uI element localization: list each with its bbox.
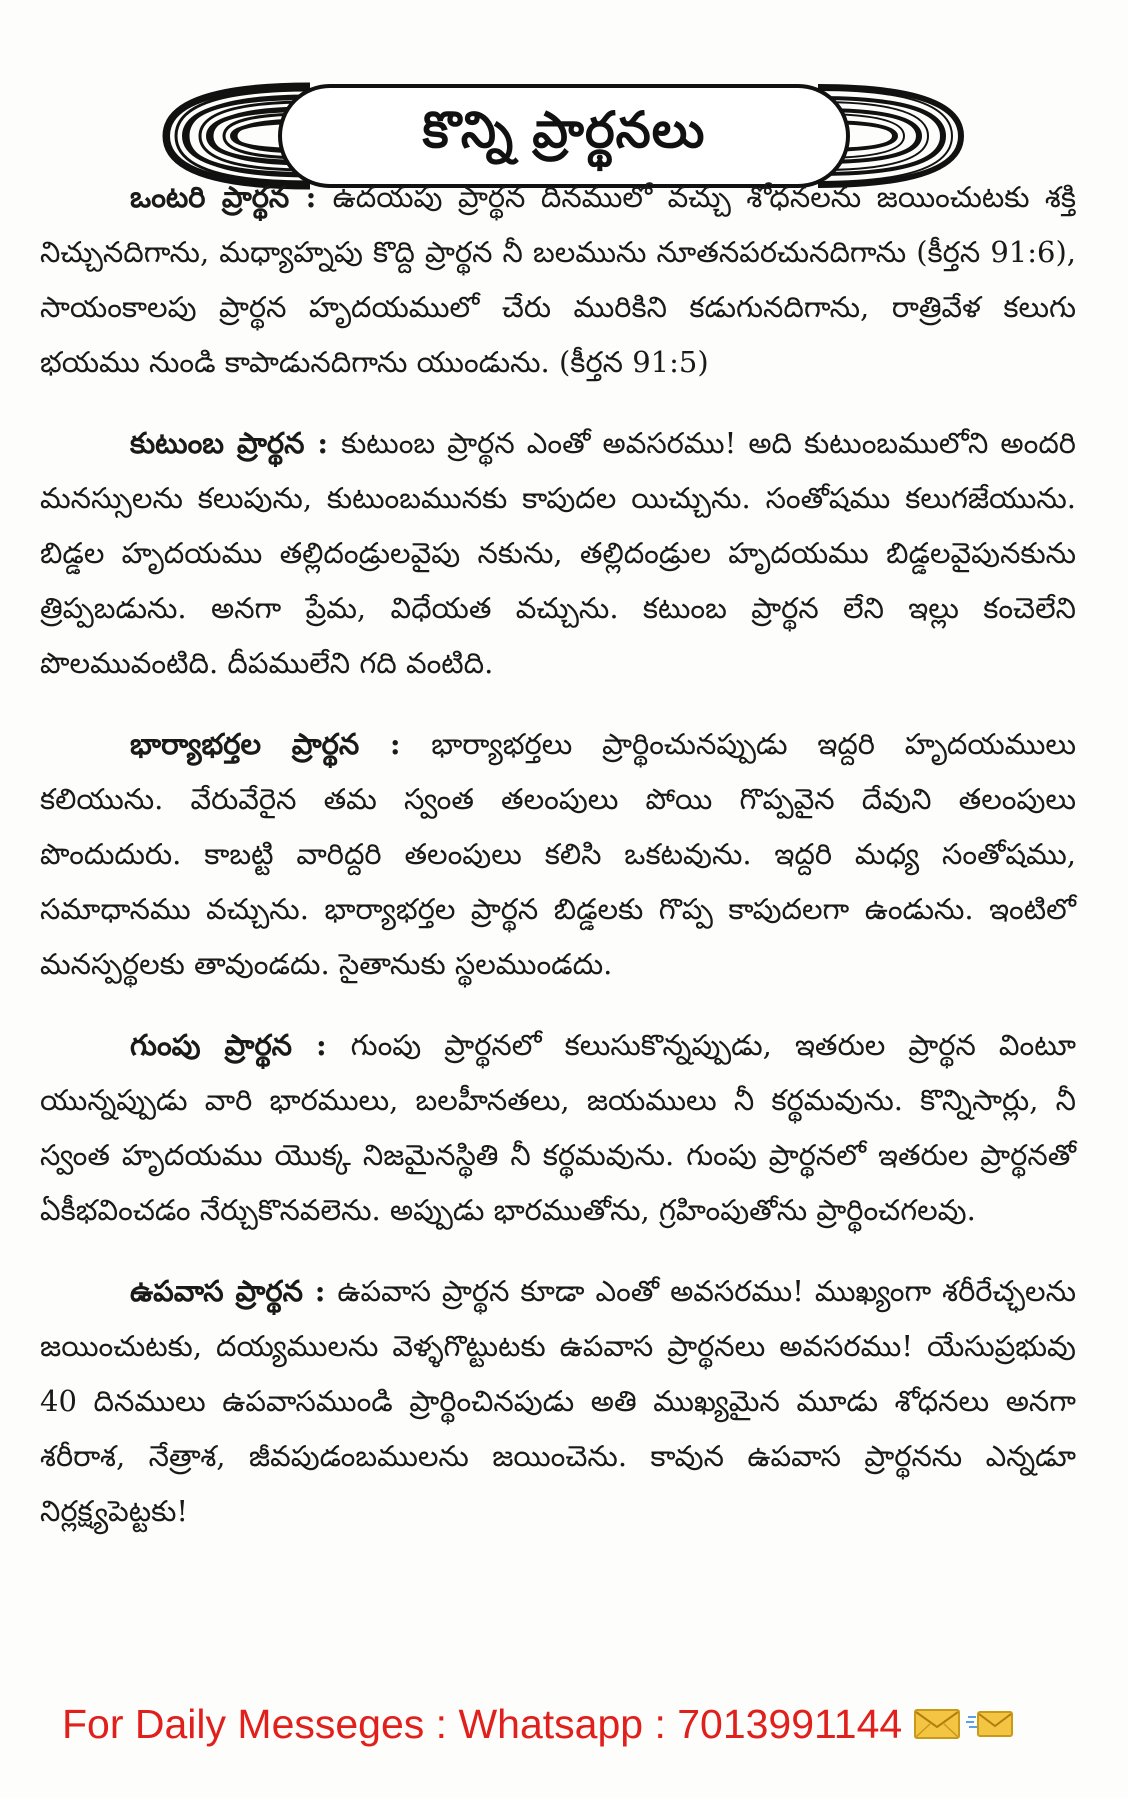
paragraph-text: భార్యాభర్తలు ప్రార్థించునప్పుడు ఇద్దరి హృదయములు కలియును. వేరువేరైన తమ స్వంత తలంపులు పోయి గొప్పవైన దేవుని తలంపులు పొందుదురు. కాబట్టి వారిద్దరి తలంపులు కలిసి ఒకటవును. ఇద్దరి మధ్య సంతోషము, సమాధానము వచ్చును. భార్యాభర్తల ప్రార్థన బిడ్డలకు గొప్ప కాపుదలగా ఉండును. ఇంటిలో మనస్పర్థలకు తావుండదు. సైతానుకు స్థలముండదు. (40, 727, 1076, 981)
envelope-icon (914, 1708, 960, 1740)
flying-envelope-icon (966, 1708, 1014, 1740)
paragraph-kutumba-prarthana (40, 416, 1076, 691)
footer-whatsapp-text: For Daily Messeges : Whatsapp : 7013991144 (62, 1700, 903, 1747)
footer (62, 1694, 1082, 1754)
paragraph-heading: ఒంటరి ప్రార్థన : (130, 180, 333, 214)
paragraph-text: ఉదయపు ప్రార్థన దినములో వచ్చు శోధనలను జయించుటకు శక్తి నిచ్చునదిగాను, మధ్యాహ్నపు కొద్ది ప్రార్థన నీ బలమును నూతనపరచునదిగాను (కీర్తన 91:6), సాయంకాలపు ప్రార్థన హృదయములో చేరు మురికిని కడుగునదిగాను, రాత్రివేళ కలుగు భయము నుండి కాపాడునదిగాను యుండును. (కీర్తన 91:5) (40, 180, 1077, 379)
paragraph-heading: గుంపు ప్రార్థన : (130, 1028, 351, 1062)
paragraph-gumpu-prarthana (40, 1018, 1076, 1238)
paragraph-text: ఉపవాస ప్రార్థన కూడా ఎంతో అవసరము! ముఖ్యంగా శరీరేచ్ఛలను జయించుటకు, దయ్యములను వెళ్ళగొట్టుటకు ఉపవాస ప్రార్థనలు అవసరము! యేసుప్రభువు 40 దినములు ఉపవాసముండి ప్రార్థించినపుడు అతి ముఖ్యమైన మూడు శోధనలు అనగా శరీరాశ, నేత్రాశ, జీవపుడంబములను జయించెను. కావున ఉపవాస ప్రార్థనను ఎన్నడూ నిర్లక్ష్యపెట్టకు! (40, 1274, 1076, 1528)
footer-icons (914, 1708, 1014, 1740)
paragraph-upavasa-prarthana (40, 1264, 1076, 1539)
page-title: కొన్ని ప్రార్థనలు (422, 100, 706, 159)
paragraph-heading: కుటుంబ ప్రార్థన : (130, 426, 342, 460)
paragraph-bharyabharthala-prarthana (40, 717, 1076, 992)
paragraph-heading: ఉపవాస ప్రార్థన : (130, 1274, 338, 1308)
paragraph-text: కుటుంబ ప్రార్థన ఎంతో అవసరము! అది కుటుంబములోని అందరి మనస్సులను కలుపును, కుటుంబమునకు కాపుదల యిచ్చును. సంతోషము కలుగజేయును. బిడ్డల హృదయము తల్లిదండ్రులవైపు నకును, తల్లిదండ్రుల హృదయము బిడ్డలవైపునకును త్రిప్పబడును. అనగా ప్రేమ, విధేయత వచ్చును. కటుంబ ప్రార్థన లేని ఇల్లు కంచెలేని పొలమువంటిది. దీపములేని గది వంటిది. (40, 426, 1076, 680)
article-body (40, 170, 1076, 1565)
paragraph-ontari-prarthana (40, 170, 1076, 390)
paragraph-text: గుంపు ప్రార్థనలో కలుసుకొన్నప్పుడు, ఇతరుల ప్రార్థన వింటూ యున్నప్పుడు వారి భారములు, బలహీనతలు, జయములు నీ కర్థమవును. కొన్నిసార్లు, నీ స్వంత హృదయము యొక్క నిజమైనస్థితి నీ కర్థమవును. గుంపు ప్రార్థనలో ఇతరుల ప్రార్థనతో ఏకీభవించడం నేర్చుకొనవలెను. అప్పుడు భారముతోను, గ్రహింపుతోను ప్రార్థించగలవు. (40, 1028, 1076, 1227)
paragraph-heading: భార్యాభర్తల ప్రార్థన : (130, 727, 432, 761)
